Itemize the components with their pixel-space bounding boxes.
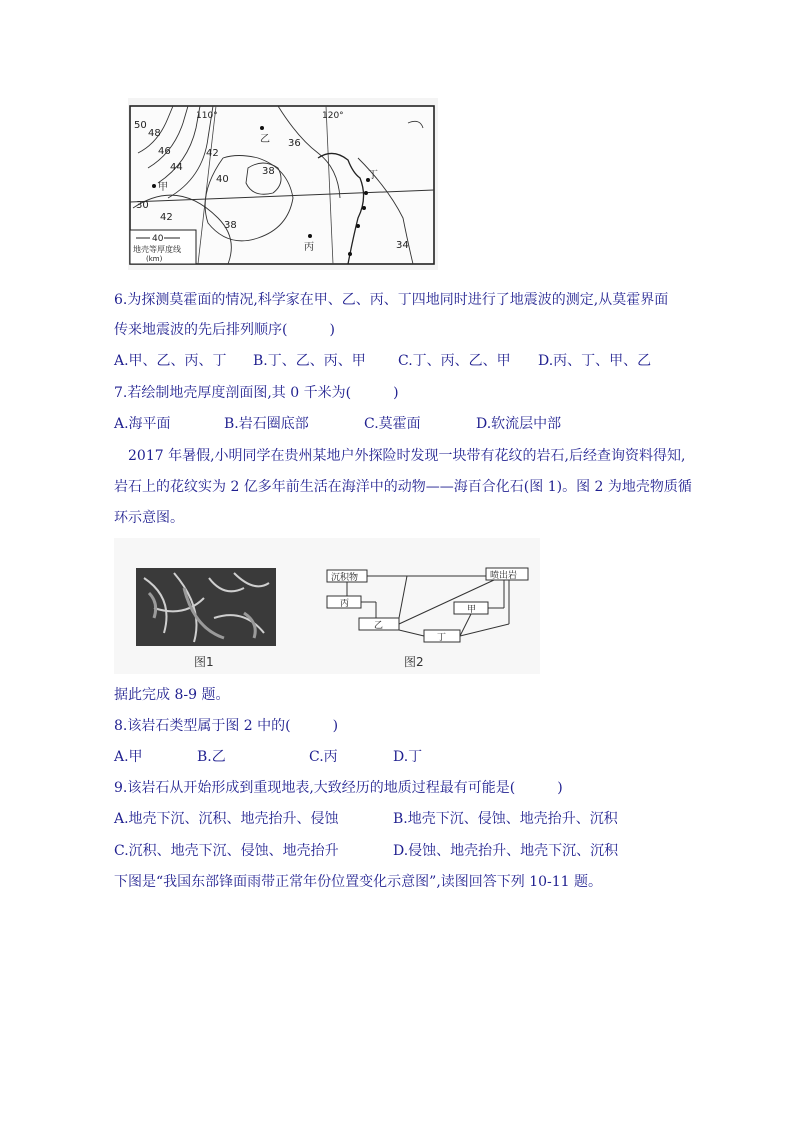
legend-unit: (km) xyxy=(146,255,163,263)
q6-stem-line2: 传来地震波的先后排列顺序( ) xyxy=(114,322,335,338)
contour-label: 34 xyxy=(396,240,409,251)
passage-line2: 岩石上的花纹实为 2 亿多年前生活在海洋中的动物——海百合化石(图 1)。图 2 为地壳物质循 xyxy=(114,479,692,495)
contour-label: 40 xyxy=(216,174,229,185)
contour-label: 42 xyxy=(206,148,219,159)
place-bing: 丙 xyxy=(304,242,314,253)
contour-label: 36 xyxy=(288,138,301,149)
crust-thickness-map xyxy=(128,98,438,270)
q9-option-a[interactable]: A.地壳下沉、沉积、地壳抬升、侵蚀 xyxy=(114,811,339,827)
q8-option-a[interactable]: A.甲 xyxy=(114,749,143,765)
box-bing: 丙 xyxy=(340,599,350,609)
instruction: 据此完成 8-9 题。 xyxy=(114,687,230,703)
contour-label: 38 xyxy=(224,220,237,231)
box-magma: 喷出岩 xyxy=(490,571,518,581)
lon-120: 120° xyxy=(322,111,344,121)
box-sediment: 沉积物 xyxy=(331,573,359,583)
contour-label: 46 xyxy=(158,146,171,157)
contour-label: 42 xyxy=(160,212,173,223)
q6-option-b[interactable]: B.丁、乙、丙、甲 xyxy=(253,353,366,369)
q8-option-c[interactable]: C.丙 xyxy=(309,749,338,765)
q6-option-c[interactable]: C.丁、丙、乙、甲 xyxy=(398,353,511,369)
lon-110: 110° xyxy=(196,111,218,121)
q9-option-d[interactable]: D.侵蚀、地壳抬升、地壳下沉、沉积 xyxy=(393,843,619,859)
contour-label: 30 xyxy=(136,200,149,211)
box-jia: 甲 xyxy=(467,605,477,615)
rock-cycle-figures xyxy=(114,538,540,674)
passage-line3: 环示意图。 xyxy=(114,510,184,526)
fig1-caption: 图1 xyxy=(194,655,214,669)
next-section-intro: 下图是“我国东部锋面雨带正常年份位置变化示意图”,读图回答下列 10-11 题。 xyxy=(114,874,603,890)
legend-value: 40 xyxy=(152,234,164,244)
fig2-caption: 图2 xyxy=(404,655,424,669)
legend-title: 地壳等厚度线 xyxy=(133,245,181,254)
q7-stem: 7.若绘制地壳厚度剖面图,其 0 千米为( ) xyxy=(114,385,399,401)
q6-option-a[interactable]: A.甲、乙、丙、丁 xyxy=(114,353,227,369)
contour-label: 48 xyxy=(148,128,161,139)
contour-label: 50 xyxy=(134,120,147,131)
q7-option-b[interactable]: B.岩石圈底部 xyxy=(224,416,309,432)
q9-option-c[interactable]: C.沉积、地壳下沉、侵蚀、地壳抬升 xyxy=(114,843,339,859)
box-ding: 丁 xyxy=(437,633,447,643)
q9-stem: 9.该岩石从开始形成到重现地表,大致经历的地质过程最有可能是( ) xyxy=(114,780,563,796)
place-jia: 甲 xyxy=(158,182,168,193)
box-yi: 乙 xyxy=(374,621,384,631)
q9-option-b[interactable]: B.地壳下沉、侵蚀、地壳抬升、沉积 xyxy=(393,811,618,827)
q6-option-d[interactable]: D.丙、丁、甲、乙 xyxy=(538,353,652,369)
place-yi: 乙 xyxy=(260,134,270,145)
q6-stem-line1: 6.为探测莫霍面的情况,科学家在甲、乙、丙、丁四地同时进行了地震波的测定,从莫霍界面 xyxy=(114,292,669,308)
q8-option-b[interactable]: B.乙 xyxy=(197,749,226,765)
q7-option-d[interactable]: D.软流层中部 xyxy=(476,416,562,432)
contour-label: 38 xyxy=(262,166,275,177)
q7-option-a[interactable]: A.海平面 xyxy=(114,416,171,432)
passage-line1: 2017 年暑假,小明同学在贵州某地户外探险时发现一块带有花纹的岩石,后经查询资料得知, xyxy=(114,448,686,464)
q8-option-d[interactable]: D.丁 xyxy=(393,749,423,765)
contour-label: 44 xyxy=(170,162,183,173)
q7-option-c[interactable]: C.莫霍面 xyxy=(364,416,421,432)
place-ding: 丁 xyxy=(368,170,378,181)
q8-stem: 8.该岩石类型属于图 2 中的( ) xyxy=(114,718,339,734)
